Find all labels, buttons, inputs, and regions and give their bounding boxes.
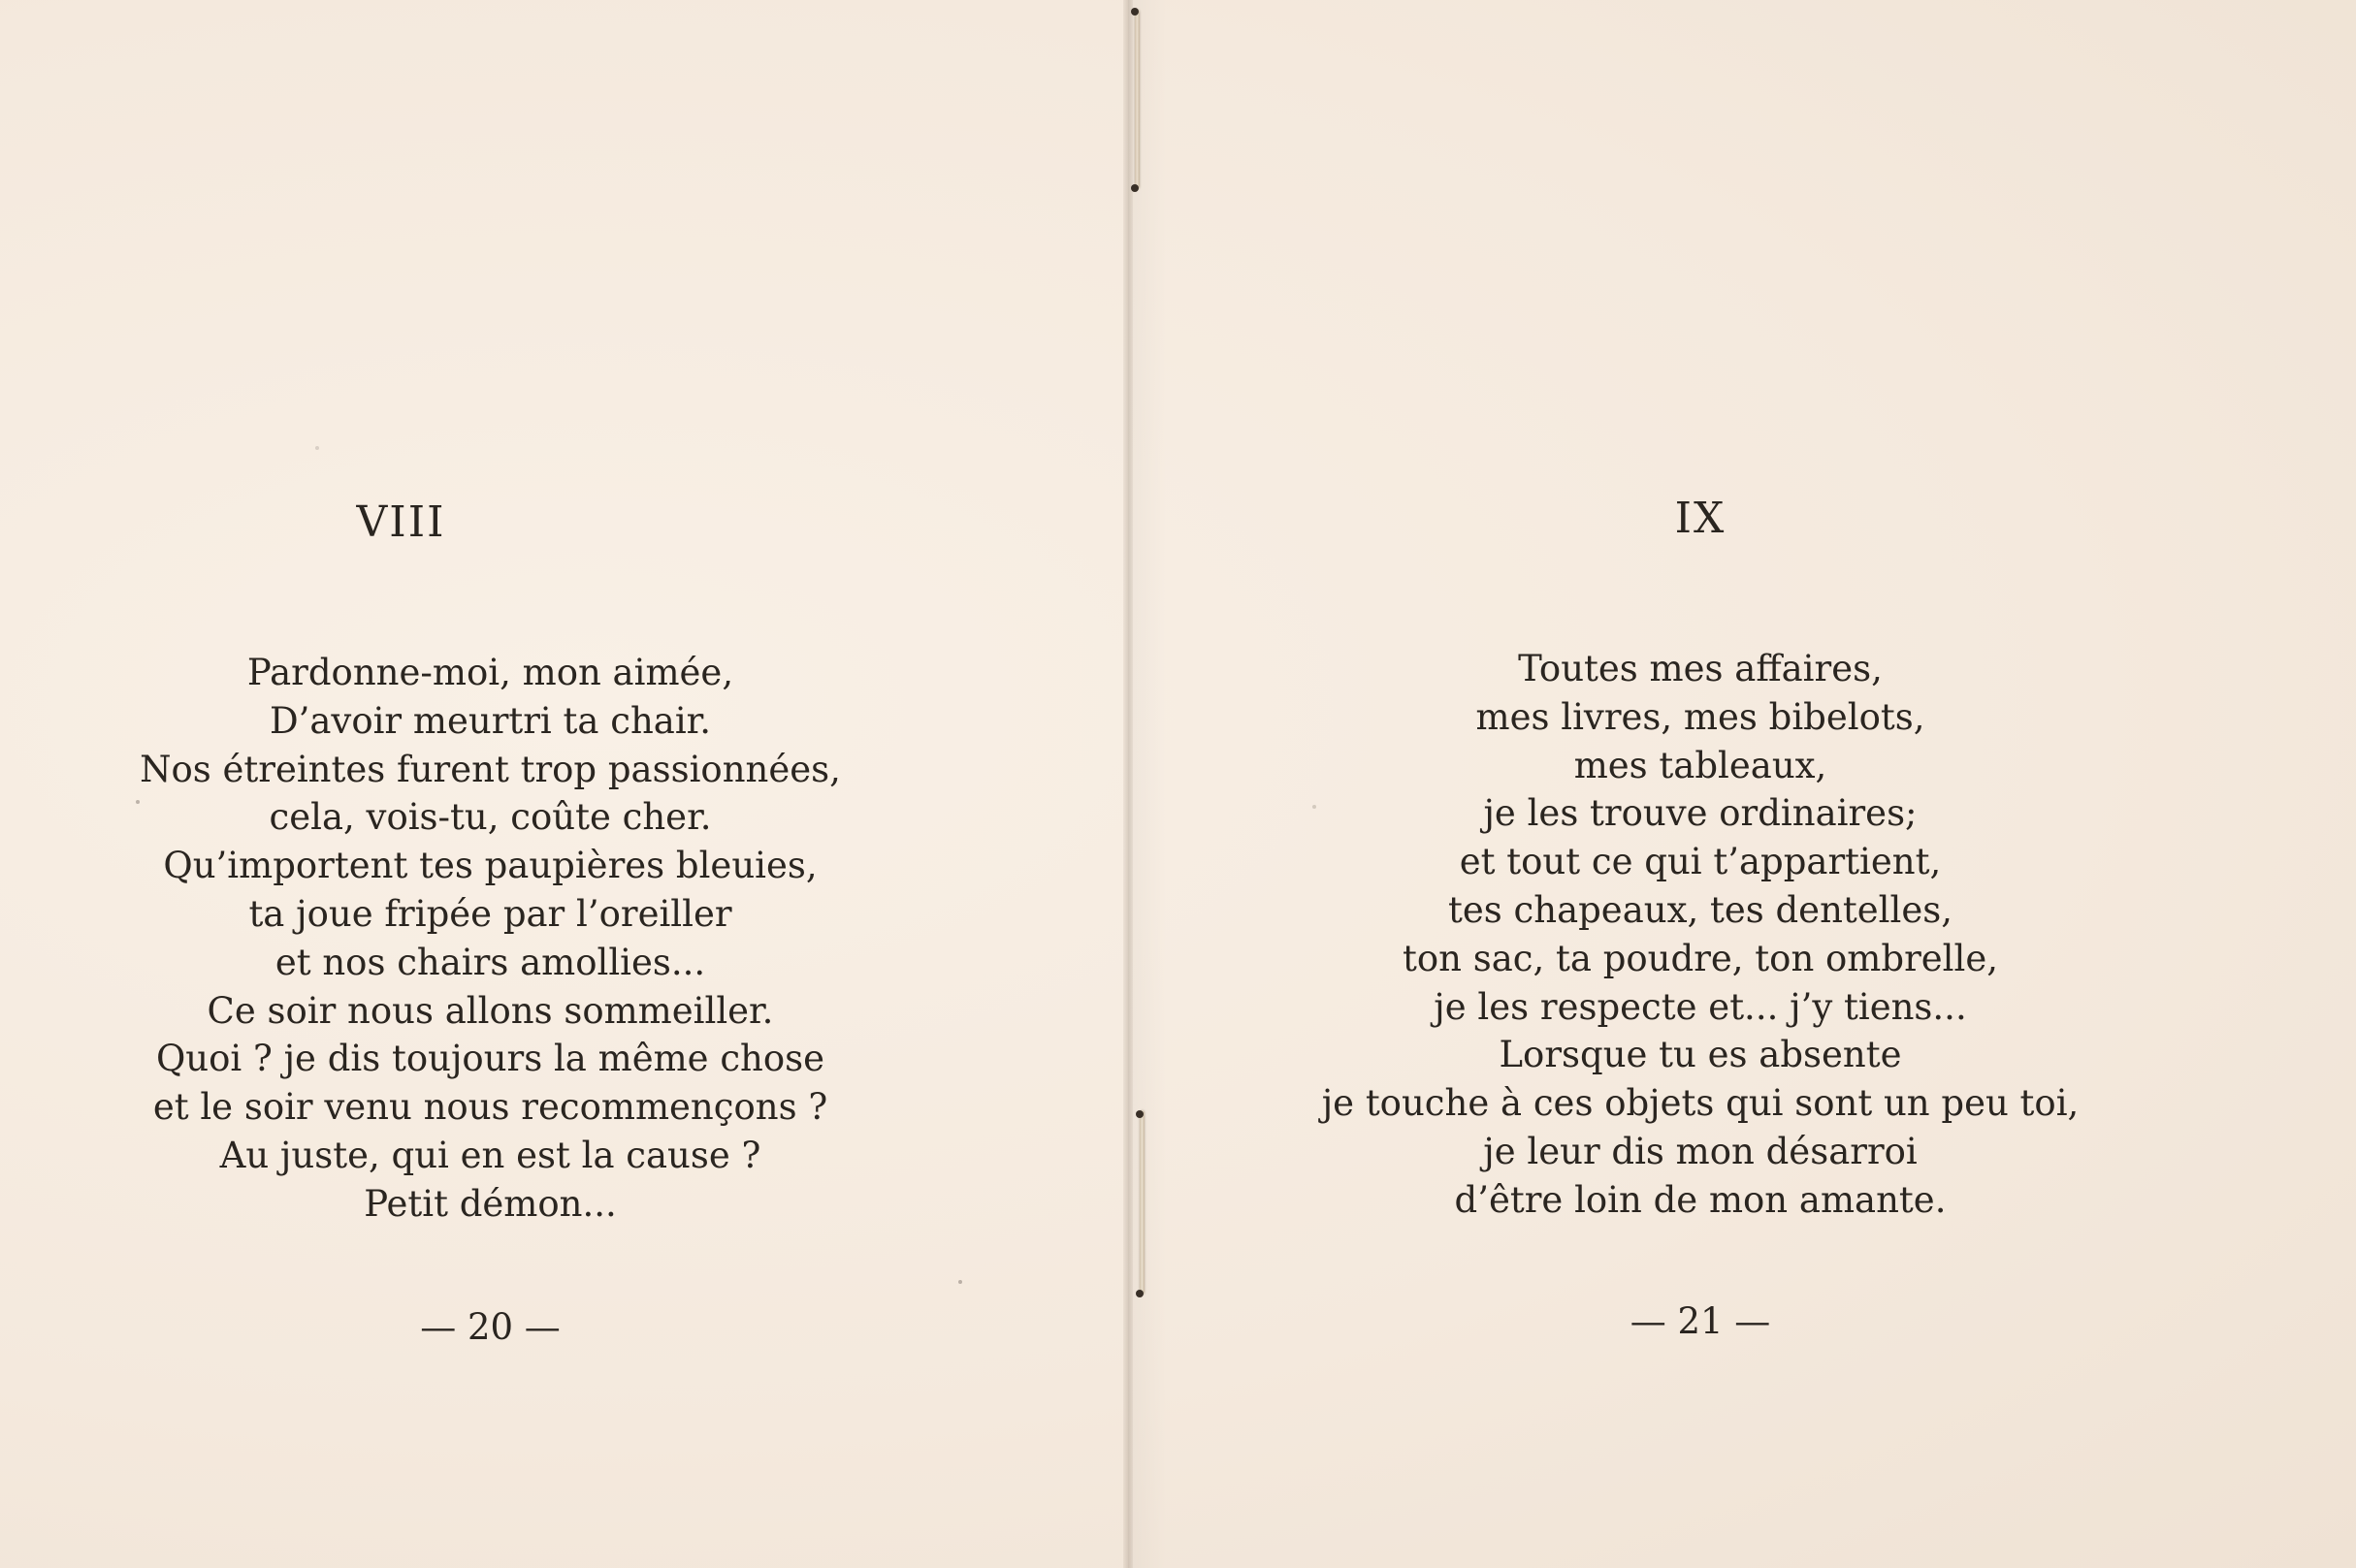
poem-line: et nos chairs amollies... [274,941,706,983]
poem-line: d’être loin de mon amante. [1454,1178,1947,1221]
poem-line: Quoi ? je dis toujours la même chose [155,1038,825,1080]
poem-line: Ce soir nous allons sommeiller. [207,989,774,1032]
poem-line: Toutes mes affaires, [1518,648,1883,689]
poem-line: Petit démon... [364,1182,617,1225]
poem-line: Au juste, qui en est la cause ? [219,1134,761,1176]
paper-speck [958,1280,962,1284]
poem-line: je les respecte et... j’y tiens... [1434,985,1967,1028]
paper-speck [315,446,319,450]
poem-line: Lorsque tu es absente [1499,1034,1902,1076]
paper-speck [1312,805,1316,809]
poem-line: mes tableaux, [1573,744,1827,786]
poem-line: D’avoir meurtri ta chair. [269,699,712,742]
poem-line: cela, vois-tu, coûte cher. [269,796,712,839]
paper-speck [136,800,140,804]
right-page [1128,0,2356,1568]
poem-line: je les trouve ordinaires; [1483,792,1918,835]
page-number: — 21 — [1630,1300,1771,1342]
poem-line: je leur dis mon désarroi [1483,1130,1918,1172]
poem-line: mes livres, mes bibelots, [1475,695,1925,738]
section-numeral: VIII [356,497,446,547]
poem-line: Nos étreintes furent trop passionnées, [140,748,841,790]
left-page [0,0,1128,1568]
poem-line: et le soir venu nous recommençons ? [152,1086,828,1129]
poem-text [1128,645,2273,1225]
page-number: — 20 — [420,1306,561,1348]
section-numeral: IX [1674,494,1727,543]
poem-line: et tout ce qui t’appartient, [1459,841,1942,883]
poem-line: tes chapeaux, tes dentelles, [1448,888,1953,931]
poem-line: ta joue fripée par l’oreiller [248,892,732,935]
poem-text [0,649,981,1229]
poem-line: Pardonne-moi, mon aimée, [246,652,734,693]
poem-line: je touche à ces objets qui sont un peu toi, [1321,1082,2080,1125]
poem-line: ton sac, ta poudre, ton ombrelle, [1403,937,1998,979]
poem-line: Qu’importent tes paupières bleuies, [163,845,818,887]
